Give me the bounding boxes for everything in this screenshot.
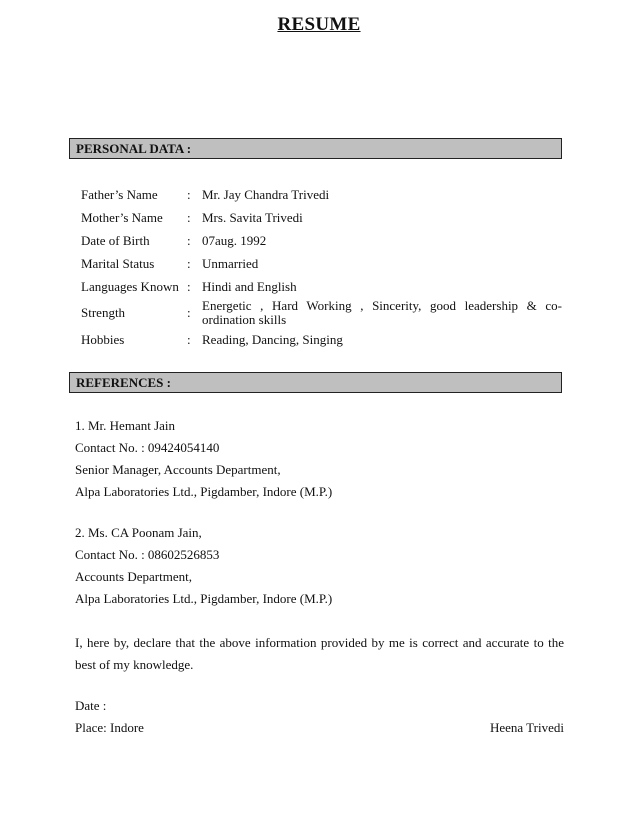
row-colon: : bbox=[187, 210, 191, 225]
row-value: Reading, Dancing, Singing bbox=[202, 332, 343, 347]
reference-1-role: Senior Manager, Accounts Department, bbox=[75, 462, 281, 477]
personal-row-hobbies bbox=[81, 328, 565, 351]
row-colon: : bbox=[187, 233, 191, 248]
row-value: 07aug. 1992 bbox=[202, 233, 267, 248]
personal-row-strength bbox=[81, 298, 565, 328]
row-label: Mother’s Name bbox=[81, 210, 163, 225]
row-label: Languages Known bbox=[81, 279, 179, 294]
reference-2-role: Accounts Department, bbox=[75, 569, 192, 584]
row-colon: : bbox=[187, 187, 191, 202]
reference-2-contact: Contact No. : 08602526853 bbox=[75, 547, 220, 562]
reference-1-name: 1. Mr. Hemant Jain bbox=[75, 418, 176, 433]
row-value: Hindi and English bbox=[202, 279, 297, 294]
row-colon: : bbox=[187, 256, 191, 271]
date-label: Date : bbox=[75, 698, 107, 713]
declaration-text: I, here by, declare that the above information provided by me is correct and accurate to the best of my knowledge. bbox=[75, 635, 564, 672]
personal-data-heading: PERSONAL DATA : bbox=[69, 138, 562, 159]
references-heading: REFERENCES : bbox=[69, 372, 562, 393]
resume-title: RESUME bbox=[277, 14, 361, 35]
reference-2-company: Alpa Laboratories Ltd., Pigdamber, Indore (M.P.) bbox=[75, 591, 333, 606]
row-label: Hobbies bbox=[81, 332, 125, 347]
row-label: Marital Status bbox=[81, 256, 155, 271]
row-label: Father’s Name bbox=[81, 187, 158, 202]
row-colon: : bbox=[187, 305, 191, 320]
personal-row-marital-status bbox=[81, 252, 565, 275]
row-colon: : bbox=[187, 332, 191, 347]
reference-1-company: Alpa Laboratories Ltd., Pigdamber, Indore (M.P.) bbox=[75, 484, 333, 499]
row-label: Date of Birth bbox=[81, 233, 150, 248]
row-value: Mr. Jay Chandra Trivedi bbox=[202, 187, 330, 202]
row-value: Energetic , Hard Working , Sincerity, good leadership & co-ordination skills bbox=[202, 298, 562, 327]
row-label: Strength bbox=[81, 305, 126, 320]
personal-row-dob bbox=[81, 229, 565, 252]
row-value: Mrs. Savita Trivedi bbox=[202, 210, 303, 225]
place-label: Place: Indore bbox=[75, 720, 144, 735]
signature-name: Heena Trivedi bbox=[489, 720, 564, 735]
personal-data-table bbox=[81, 183, 565, 351]
reference-2-name: 2. Ms. CA Poonam Jain, bbox=[75, 525, 202, 540]
personal-row-mother bbox=[81, 206, 565, 229]
row-value: Unmarried bbox=[202, 256, 259, 271]
personal-row-languages bbox=[81, 275, 565, 298]
row-colon: : bbox=[187, 279, 191, 294]
reference-1-contact: Contact No. : 09424054140 bbox=[75, 440, 220, 455]
personal-row-father bbox=[81, 183, 565, 206]
